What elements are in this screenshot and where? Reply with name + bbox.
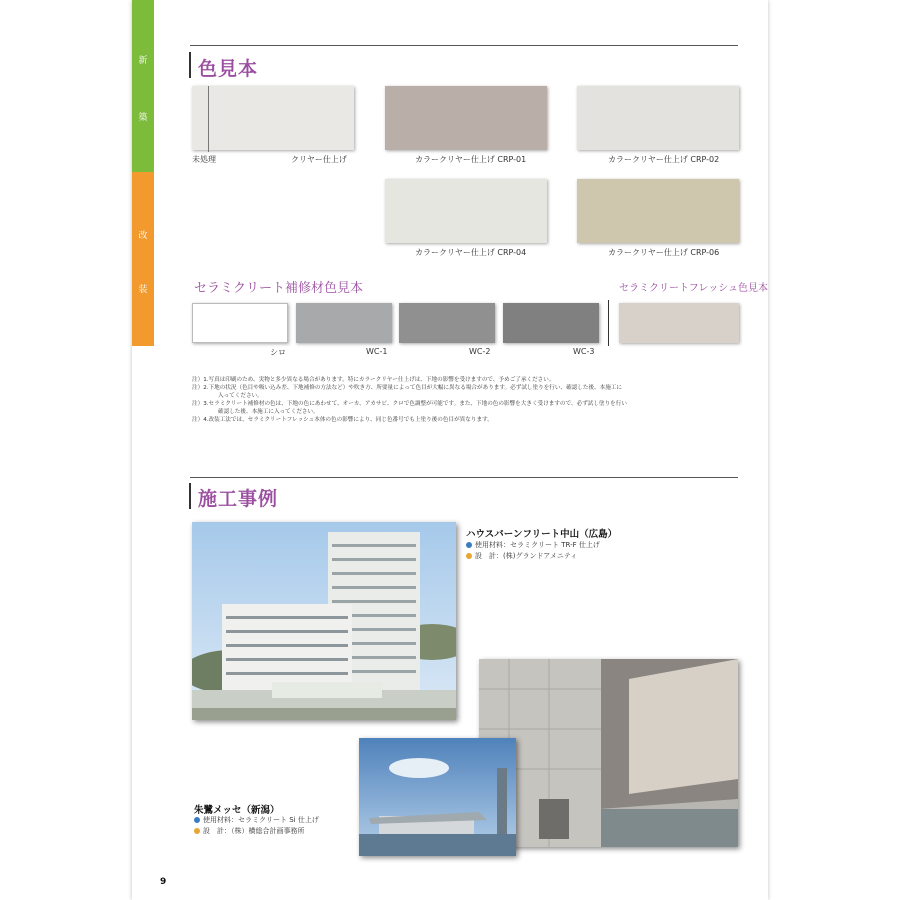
repair-swatch-white-label: シロ (270, 348, 286, 357)
swatch-crp-06 (577, 179, 739, 243)
fresh-divider (608, 300, 609, 346)
repair-swatch-wc2-label: WC-2 (469, 347, 491, 356)
section-marker (189, 52, 191, 78)
swatch-crp-02-label: カラークリヤー仕上げ CRP-02 (608, 155, 720, 164)
side-tab-new-char-2: 築 (138, 113, 148, 123)
case1-material: 使用材料：セラミクリート TR-F 仕上げ (475, 541, 600, 549)
fresh-samples-title: セラミクリートフレッシュ色見本 (619, 283, 768, 294)
fresh-swatch (619, 303, 739, 343)
case2-material-line (194, 815, 319, 825)
swatch-crp-04 (385, 179, 547, 243)
bullet-dot-icon (466, 553, 472, 559)
side-tab-renovation (132, 172, 154, 346)
note-3: 注）3.セラミクリート補修材の色は、下地の色にあわせて、オーカ、アカサビ、クロで色調整が可能です。また、下地の色の影響を大きく受けますので、必ず試し塗りを行い (192, 401, 627, 407)
note-2: 注）2.下地の状況（色目や吸い込み差、下地補修の方法など）や吹き方、所要量によって色目が大幅に異なる場合があります。必ず試し塗りを行い、確認した後、本施工に (192, 385, 623, 391)
note-1: 注）1.写真は印刷のため、実物と多少異なる場合があります。特にカラークリヤー仕上げは、下地の影響を受けますので、予めご了承ください。 (192, 377, 555, 383)
case2-designer: 設 計：（株）横総合計画事務所 (203, 827, 305, 835)
color-samples-title: 色見本 (198, 58, 259, 80)
swatch-clear (192, 86, 354, 150)
page-number: 9 (160, 877, 167, 887)
case2-name: 朱鷺メッセ（新潟） (194, 805, 280, 816)
section-rule-2 (190, 477, 738, 478)
bullet-dot-icon (194, 828, 200, 834)
case2-material: 使用材料：セラミクリート Si 仕上げ (203, 816, 319, 824)
repair-swatch-wc1-label: WC-1 (366, 347, 388, 356)
case-photo-hiroshima (192, 522, 456, 720)
note-2-cont: 入ってください。 (218, 393, 263, 399)
case1-designer-line (466, 551, 577, 561)
side-tab-new (132, 0, 154, 172)
bullet-dot-icon (194, 817, 200, 823)
repair-swatch-wc3-label: WC-3 (573, 347, 595, 356)
bullet-dot-icon (466, 542, 472, 548)
swatch-untreated-label: 未処理 (192, 155, 216, 164)
swatch-crp-01 (385, 86, 547, 150)
repair-swatch-white (192, 303, 288, 343)
swatch-clear-label: クリヤー仕上げ (291, 155, 347, 164)
note-4: 注）4.改装工法では、セラミクリートフレッシュ本体の色の影響により、同じ色番号でも上塗り後の色目が異なります。 (192, 417, 493, 423)
case1-designer: 設 計：(株)グランドアメニティ (475, 552, 578, 560)
repair-samples-title: セラミクリート補修材色見本 (194, 281, 364, 296)
cases-title: 施工事例 (198, 488, 279, 510)
swatch-crp-01-label: カラークリヤー仕上げ CRP-01 (415, 155, 527, 164)
swatch-crp-02 (577, 86, 739, 150)
convention-center-illustration (359, 738, 516, 856)
repair-swatch-wc3 (503, 303, 599, 343)
repair-swatch-wc1 (296, 303, 392, 343)
side-tab-renovation-char-2: 装 (138, 285, 148, 295)
case-photo-facade (479, 659, 738, 847)
section-rule (190, 45, 738, 46)
case1-material-line (466, 540, 600, 550)
swatch-crp-06-label: カラークリヤー仕上げ CRP-06 (608, 248, 720, 257)
case-photo-niigata (359, 738, 516, 856)
case2-designer-line (194, 826, 305, 836)
side-tab-new-char-1: 新 (138, 56, 148, 66)
note-3-cont: 確認した後、本施工に入ってください。 (218, 409, 319, 415)
building-illustration (192, 522, 456, 720)
facade-illustration (479, 659, 738, 847)
side-tab-renovation-char-1: 改 (138, 231, 148, 241)
case1-name: ハウスバーンフリート中山（広島） (466, 529, 618, 540)
untreated-divider (208, 86, 209, 152)
repair-swatch-wc2 (399, 303, 495, 343)
section-marker-2 (189, 483, 191, 509)
swatch-crp-04-label: カラークリヤー仕上げ CRP-04 (415, 248, 527, 257)
